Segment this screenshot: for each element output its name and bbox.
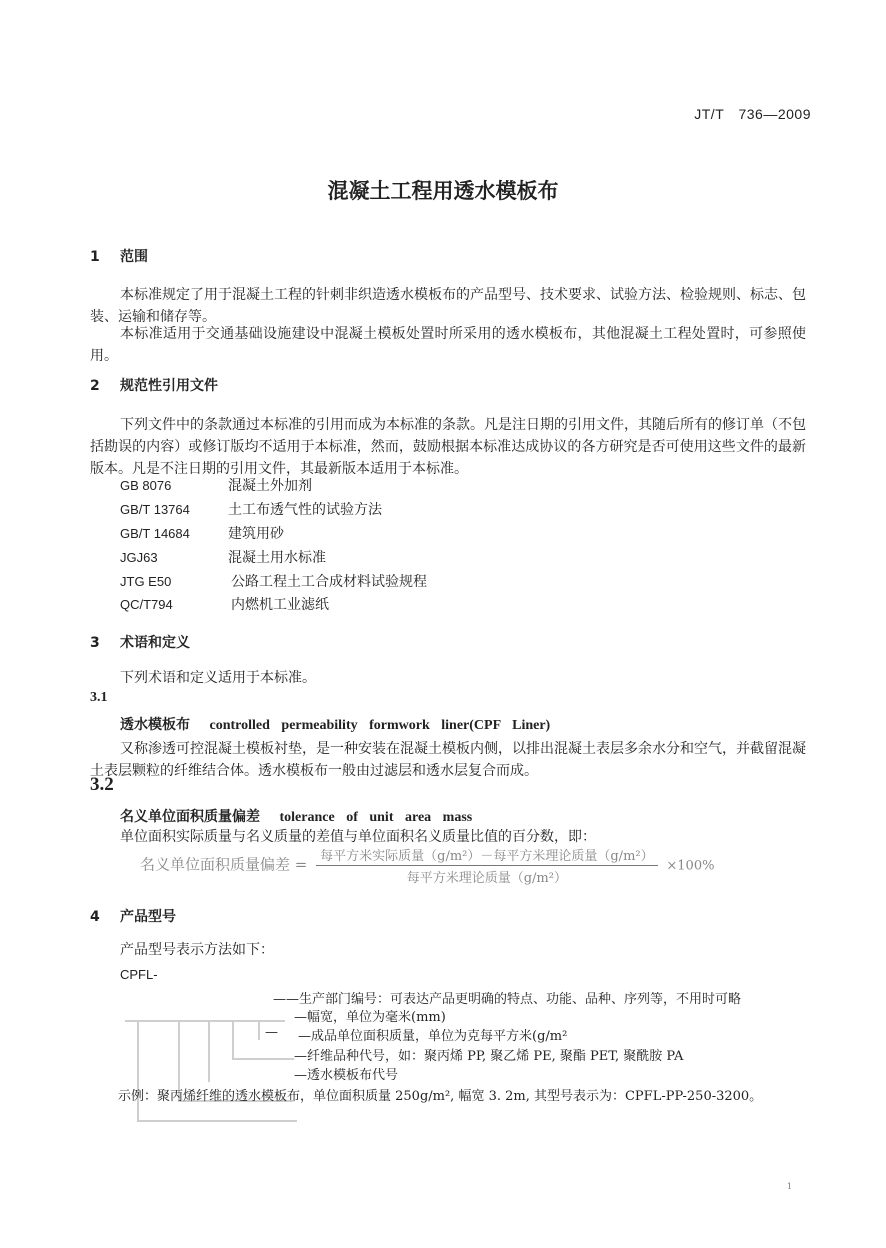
reference-title: 建筑用砂 xyxy=(228,526,284,542)
schema-label-code: —透水模板布代号 xyxy=(294,1068,399,1083)
reference-code: QC/T794 xyxy=(120,597,173,612)
formula-fraction xyxy=(316,845,657,886)
section-2-heading xyxy=(90,375,218,395)
formula-suffix: ×100% xyxy=(666,858,715,874)
term-3-1-number: 3.1 xyxy=(90,690,108,705)
schema-label-department: ——生产部门编号：可表达产品更明确的特点、功能、品种、序列等，不用时可略 xyxy=(273,992,742,1007)
reference-code: GB 8076 xyxy=(120,478,172,493)
document-title: 混凝土工程用透水模板布 xyxy=(327,179,559,203)
schema-dash: — xyxy=(265,1025,278,1040)
term-3-2-number: 3.2 xyxy=(90,774,114,795)
model-prefix: CPFL- xyxy=(120,967,158,982)
deviation-formula xyxy=(140,845,714,886)
section-number: 4 xyxy=(90,909,100,925)
section-title: 范围 xyxy=(120,249,148,265)
term-cn: 名义单位面积质量偏差 xyxy=(120,809,260,825)
reference-code: JTG E50 xyxy=(120,574,172,589)
reference-title: 公路工程土工合成材料试验规程 xyxy=(231,574,427,590)
section-2-paragraph: 下列文件中的条款通过本标准的引用而成为本标准的条款。凡是注日期的引用文件，其随后所有的修订单（不包括勘误的内容）或修订版均不适用于本标准，然而，鼓励根据本标准达成协议的各方研究是否可使用这些文件的最新版本。凡是不注日期的引用文件，其最新版本适用于本标准。 xyxy=(90,417,806,477)
page-number: 1 xyxy=(786,1182,792,1191)
term-cn: 透水模板布 xyxy=(120,717,190,733)
section-4-heading xyxy=(90,906,176,926)
term-3-2-heading xyxy=(120,806,472,826)
section-3-heading xyxy=(90,632,190,652)
reference-code: JGJ63 xyxy=(120,550,158,565)
section-number: 1 xyxy=(90,249,100,265)
reference-title: 混凝土外加剂 xyxy=(228,478,312,494)
formula-denominator: 每平方米理论质量（g/m²） xyxy=(406,871,567,886)
schema-label-fiber: —纤维品种代号，如：聚丙烯 PP, 聚乙烯 PE, 聚酯 PET, 聚酰胺 PA xyxy=(294,1049,684,1064)
formula-numerator: 每平方米实际质量（g/m²）－每平方米理论质量（g/m²） xyxy=(316,845,657,866)
schema-connector xyxy=(232,1058,294,1060)
schema-connector xyxy=(258,1022,260,1040)
schema-label-width: —幅宽，单位为毫米(mm) xyxy=(294,1010,446,1025)
reference-code: GB/T 14684 xyxy=(120,526,190,541)
reference-code: GB/T 13764 xyxy=(120,502,190,517)
schema-connector xyxy=(137,1120,297,1122)
term-en: controlled permeability formwork liner(CPF Liner) xyxy=(209,718,551,733)
reference-title: 内燃机工业滤纸 xyxy=(231,597,329,613)
term-3-1-definition: 又称渗透可控混凝土模板衬垫，是一种安装在混凝土模板内侧，以排出混凝土表层多余水分和空气，并截留混凝土表层颗粒的纤维结合体。透水模板布一般由过滤层和透水层复合而成。 xyxy=(90,741,806,779)
section-number: 3 xyxy=(90,635,100,651)
section-title: 术语和定义 xyxy=(120,635,190,651)
reference-title: 土工布透气性的试验方法 xyxy=(228,502,382,518)
section-title: 产品型号 xyxy=(120,909,176,925)
schema-bar xyxy=(125,1020,285,1022)
schema-connector xyxy=(137,1022,139,1122)
section-number: 2 xyxy=(90,378,100,394)
schema-label-mass: —成品单位面积质量，单位为克每平方米(g/m² xyxy=(298,1029,568,1044)
schema-connector xyxy=(208,1022,210,1082)
section-1-heading xyxy=(90,246,148,266)
section-3-intro: 下列术语和定义适用于本标准。 xyxy=(120,670,316,686)
section-1-paragraph-2: 本标准适用于交通基础设施建设中混凝土模板处置时所采用的透水模板布，其他混凝土工程处置时，可参照使用。 xyxy=(90,326,806,364)
section-title: 规范性引用文件 xyxy=(120,378,218,394)
model-example: 示例：聚丙烯纤维的透水模板布，单位面积质量 250g/m², 幅宽 3. 2m, 其型号表示为：CPFL-PP-250-3200。 xyxy=(118,1089,763,1104)
section-1-paragraph-1: 本标准规定了用于混凝土工程的针刺非织造透水模板布的产品型号、技术要求、试验方法、检验规则、标志、包装、运输和储存等。 xyxy=(90,287,806,325)
term-en: tolerance of unit area mass xyxy=(279,810,473,825)
section-4-intro: 产品型号表示方法如下： xyxy=(120,942,274,958)
reference-title: 混凝土用水标准 xyxy=(228,550,326,566)
formula-lhs: 名义单位面积质量偏差 = xyxy=(140,855,308,874)
term-3-2-definition: 单位面积实际质量与名义质量的差值与单位面积名义质量比值的百分数，即： xyxy=(120,829,596,845)
term-3-1-heading xyxy=(120,714,550,734)
standard-number: JT/T 736—2009 xyxy=(694,106,811,122)
schema-connector xyxy=(232,1022,234,1060)
